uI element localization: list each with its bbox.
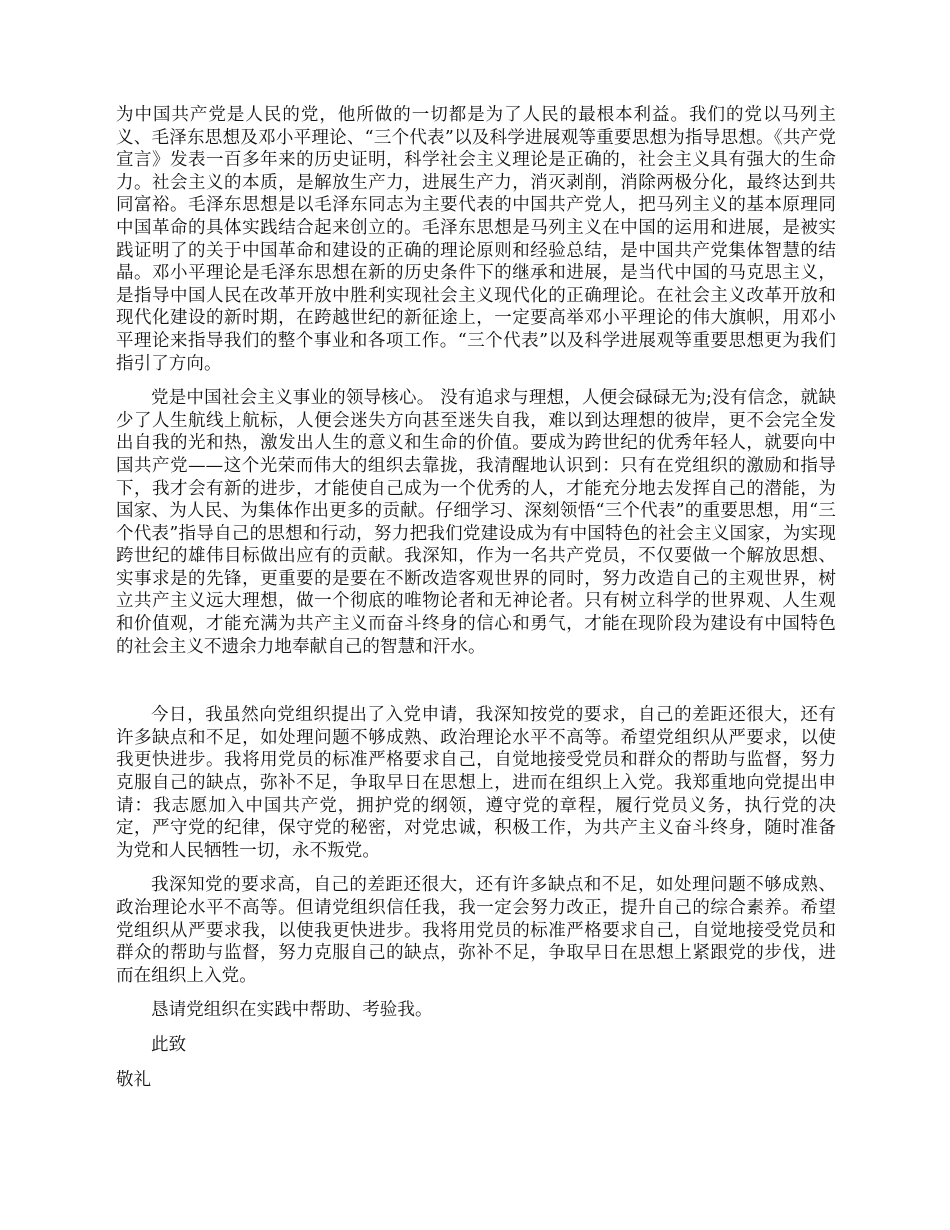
paragraph-party-leadership: 党是中国社会主义事业的领导核心。 没有追求与理想，人便会碌碌无为;没有信念，就缺少了人生航线上航标，人便会迷失方向甚至迷失自我，难以到达理想的彼岸，更不会完全发出自我的光和热，激发出人生的意义和生命的价值。要成为跨世纪的优秀年轻人，就要向中国共产党——这个光荣而伟大的组织去靠拢，我清醒地认识到：只有在党组织的激励和指导下，我才会有新的进步，才能使自己成为一个优秀的人，才能充分地去发挥自己的潜能，为国家、为人民、为集体作出更多的贡献。仔细学习、深刻领悟“三个代表”的重要思想，用“三个代表”指导自己的思想和行动，努力把我们党建设成为有中国特色的社会主义国家，为实现跨世纪的雄伟目标做出应有的贡献。我深知，作为一名共产党员，不仅要做一个解放思想、实事求是的先锋，更重要的是要在不断改造客观世界的同时，努力改造自己的主观世界，树立共产主义远大理想，做一个彻底的唯物论者和无神论者。只有树立科学的世界观、人生观和价值观，才能充满为共产主义而奋斗终身的信心和勇气，才能在现阶段为建设有中国特色的社会主义不遗余力地奉献自己的智慧和汗水。 bbox=[116, 388, 836, 657]
paragraph-party-ideology: 为中国共产党是人民的党，他所做的一切都是为了人民的最根本利益。我们的党以马列主义、毛泽东思想及邓小平理论、“三个代表”以及科学进展观等重要思想为指导思想。《共产党宣言》发表一百多年来的历史证明，科学社会主义理论是正确的，社会主义具有强大的生命力。社会主义的本质，是解放生产力，进展生产力，消灭剥削，消除两极分化，最终达到共同富裕。毛泽东思想是以毛泽东同志为主要代表的中国共产党人，把马列主义的基本原理同中国革命的具体实践结合起来创立的。毛泽东思想是马列主义在中国的运用和进展，是被实践证明了的关于中国革命和建设的正确的理论原则和经验总结，是中国共产党集体智慧的结晶。邓小平理论是毛泽东思想在新的历史条件下的继承和进展，是当代中国的马克思主义，是指导中国人民在改革开放中胜利实现社会主义现代化的正确理论。在社会主义改革开放和现代化建设的新时期，在跨越世纪的新征途上，一定要高举邓小平理论的伟大旗帜，用邓小平理论来指导我们的整个事业和各项工作。“三个代表”以及科学进展观等重要思想更为我们指引了方向。 bbox=[116, 105, 836, 374]
closing-salutation: 此致 bbox=[151, 1034, 187, 1055]
paragraph-self-assessment: 我深知党的要求高，自己的差距还很大，还有许多缺点和不足，如处理问题不够成熟、政治理论水平不高等。但请党组织信任我，我一定会努力改正，提升自己的综合素养。希望党组织从严要求我，以使我更快进步。我将用党员的标准严格要求自己，自觉地接受党员和群众的帮助与监督，努力克服自己的缺点，弥补不足，争取早日在思想上紧跟党的步伐，进而在组织上入党。 bbox=[116, 875, 836, 986]
closing-regards: 敬礼 bbox=[116, 1069, 152, 1090]
document-body bbox=[116, 104, 836, 1091]
paragraph-application: 今日，我虽然向党组织提出了入党申请，我深知按党的要求，自己的差距还很大，还有许多缺点和不足，如处理问题不够成熟、政治理论水平不高等。希望党组织从严要求，以使我更快进步。我将用党员的标准严格要求自己，自觉地接受党员和群众的帮助与监督，努力克服自己的缺点，弥补不足，争取早日在思想上，进而在组织上入党。我郑重地向党提出申请：我志愿加入中国共产党，拥护党的纲领，遵守党的章程，履行党员义务，执行党的决定，严守党的纪律，保守党的秘密，对党忠诚，积极工作，为共产主义奋斗终身，随时准备为党和人民牺牲一切，永不叛党。 bbox=[116, 705, 836, 861]
paragraph-request: 恳请党组织在实践中帮助、考验我。 bbox=[151, 1000, 433, 1021]
